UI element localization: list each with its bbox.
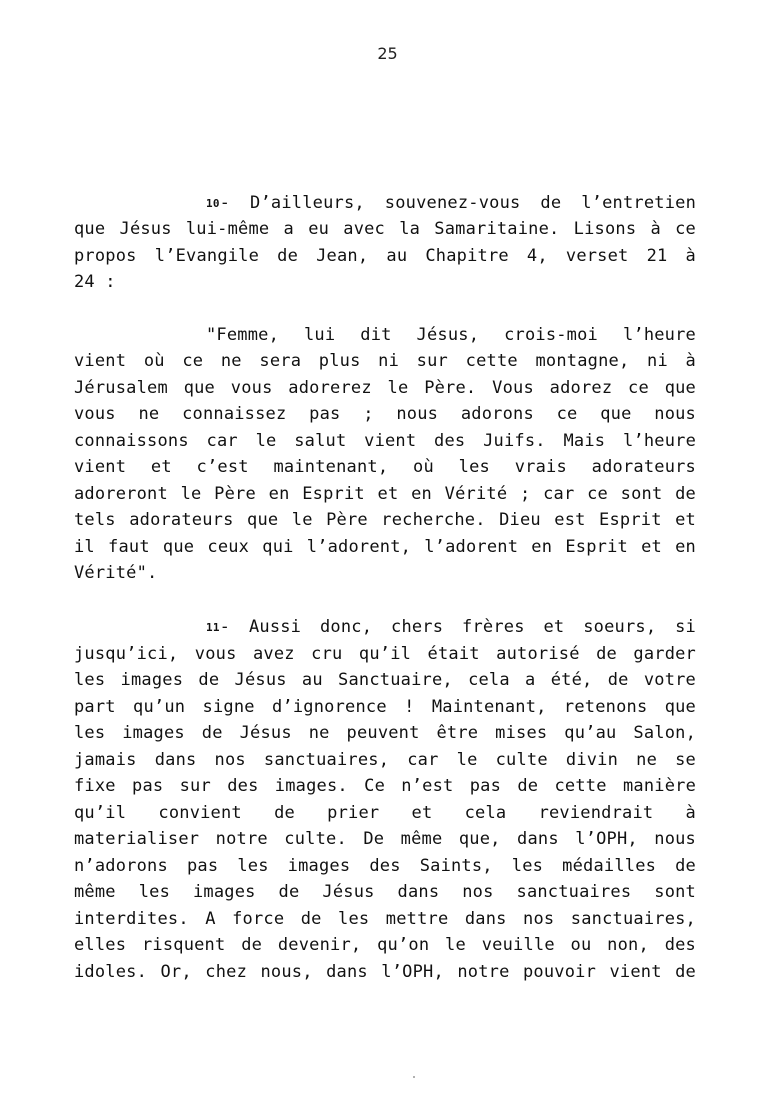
quote-line: il faut que ceux qui l’adorent, l’adorent en Esprit et en <box>74 537 696 557</box>
paragraph-line: 24 : <box>74 272 116 292</box>
quote-line: vient et c’est maintenant, où les vrais adorateurs <box>74 457 696 477</box>
quote-line: vient où ce ne sera plus ni sur cette montagne, ni à <box>74 351 696 371</box>
page-number: 25 <box>377 44 398 63</box>
paragraph-line: propos l’Evangile de Jean, au Chapitre 4, verset 21 à <box>74 246 696 266</box>
paragraph-line: materialiser notre culte. De même que, dans l’OPH, nous <box>74 829 696 849</box>
paragraph-line: 11- Aussi donc, chers frères et soeurs, si <box>206 617 696 637</box>
paragraph-line: que Jésus lui-même a eu avec la Samaritaine. Lisons à ce <box>74 219 696 239</box>
quote-line: adoreront le Père en Esprit et en Vérité ; car ce sont de <box>74 484 696 504</box>
paragraph-line: 10- D’ailleurs, souvenez-vous de l’entretien <box>206 193 696 213</box>
paragraph-line: les images de Jésus au Sanctuaire, cela a été, de votre <box>74 670 696 690</box>
paragraph-line: qu’il convient de prier et cela reviendrait à <box>74 803 696 823</box>
quote-line: Vérité". <box>74 563 158 583</box>
quote-line: Jérusalem que vous adorerez le Père. Vous adorez ce que <box>74 378 696 398</box>
quote-line: "Femme, lui dit Jésus, crois-moi l’heure <box>206 325 696 345</box>
scan-speck <box>413 1076 415 1078</box>
paragraph-line: interdites. A force de les mettre dans nos sanctuaires, <box>74 909 696 929</box>
paragraph-line: les images de Jésus ne peuvent être mises qu’au Salon, <box>74 723 696 743</box>
paragraph-line: n’adorons pas les images des Saints, les médailles de <box>74 856 696 876</box>
paragraph-number: 10 <box>206 197 220 210</box>
paragraph-line: elles risquent de devenir, qu’on le veuille ou non, des <box>74 935 696 955</box>
paragraph-line: même les images de Jésus dans nos sanctuaires sont <box>74 882 696 902</box>
quote-line: tels adorateurs que le Père recherche. Dieu est Esprit et <box>74 510 696 530</box>
paragraph-line: part qu’un signe d’ignorence ! Maintenant, retenons que <box>74 697 696 717</box>
paragraph-line: fixe pas sur des images. Ce n’est pas de cette manière <box>74 776 696 796</box>
paragraph-line: jusqu’ici, vous avez cru qu’il était autorisé de garder <box>74 644 696 664</box>
paragraph-line: jamais dans nos sanctuaires, car le culte divin ne se <box>74 750 696 770</box>
quote-line: vous ne connaissez pas ; nous adorons ce que nous <box>74 404 696 424</box>
paragraph-number: 11 <box>206 621 220 634</box>
paragraph-line: idoles. Or, chez nous, dans l’OPH, notre pouvoir vient de <box>74 962 696 982</box>
quote-line: connaissons car le salut vient des Juifs. Mais l’heure <box>74 431 696 451</box>
